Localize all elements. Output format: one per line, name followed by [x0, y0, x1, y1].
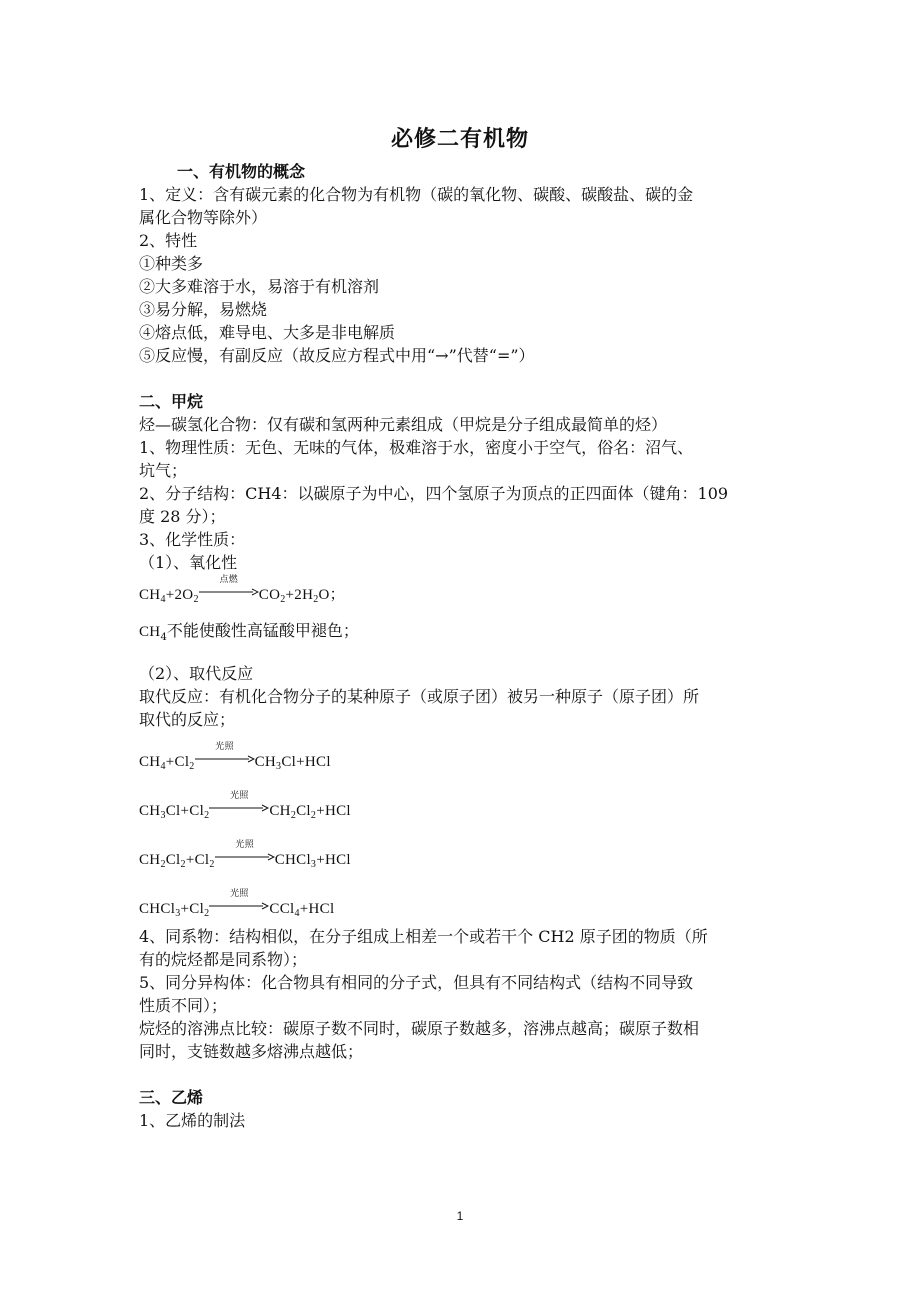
definition-line-2: 属化合物等除外） [139, 208, 268, 227]
document-body [139, 160, 784, 1132]
property-item: ①种类多 [139, 254, 204, 273]
ethylene-preparation: 1、乙烯的制法 [139, 1111, 246, 1130]
reaction-arrow [215, 840, 275, 872]
isomer-line-1: 5、同分异构体：化合物具有相同的分子式，但具有不同结构式（结构不同导致 [139, 973, 694, 992]
homolog-line-1: 4、同系物：结构相似，在分子组成上相差一个或若干个 CH2 原子团的物质（所 [139, 927, 708, 946]
section-heading-concept: 一、有机物的概念 [177, 162, 306, 181]
combustion-equation: $CH_4+2O_2$ 点燃 $CO_2+2H_2O$； [139, 584, 784, 607]
kmno4-note: $CH_4$不能使酸性高锰酸甲褪色； [139, 621, 359, 644]
property-item: ②大多难溶于水，易溶于有机溶剂 [139, 277, 380, 296]
boiling-point-line-2: 同时，支链数越多熔沸点越低； [139, 1042, 364, 1061]
boiling-point-line-1: 烷烃的溶沸点比较：碳原子数不同时，碳原子数越多，溶沸点越高；碳原子数相 [139, 1019, 700, 1038]
reaction-arrow [195, 742, 255, 774]
section-heading-methane: 二、甲烷 [139, 392, 204, 411]
chemical-properties-heading: 3、化学性质： [139, 530, 246, 549]
substitution-equation-2: $CH_3Cl+Cl_2$ 光照 $CH_2Cl_2+HCl$ [139, 800, 784, 823]
definition-line-1: 1、定义：含有碳元素的化合物为有机物（碳的氧化物、碳酸、碳酸盐、碳的金 [139, 185, 694, 204]
oxidation-heading: （1）、氧化性 [139, 553, 238, 572]
property-item: ③易分解，易燃烧 [139, 300, 268, 319]
reaction-condition: 光照 [215, 742, 234, 752]
reaction-arrow [209, 791, 269, 823]
substitution-definition-line-2: 取代的反应； [139, 710, 236, 729]
reaction-condition: 光照 [230, 889, 249, 899]
section-heading-ethylene: 三、乙烯 [139, 1088, 204, 1107]
substitution-equation-1: $CH_4+Cl_2$ 光照 $CH_3Cl+HCl$ [139, 751, 784, 774]
reaction-condition: 光照 [230, 791, 249, 801]
substitution-heading: （2）、取代反应 [139, 664, 254, 683]
substitution-definition-line-1: 取代反应：有机化合物分子的某种原子（或原子团）被另一种原子（原子团）所 [139, 687, 700, 706]
page-number: 1 [456, 1209, 464, 1223]
molecular-structure-line-1: 2、分子结构：CH4：以碳原子为中心，四个氢原子为顶点的正四面体（键角：109 [139, 484, 729, 503]
reaction-arrow [209, 889, 269, 921]
homolog-line-2: 有的烷烃都是同系物）； [139, 950, 308, 969]
substitution-equation-4: $CHCl_3+Cl_2$ 光照 CCl$_4$+HCl [139, 898, 784, 921]
reaction-arrow [199, 575, 259, 607]
property-item: ⑤反应慢，有副反应（故反应方程式中用“→”代替“=”） [139, 346, 535, 365]
property-item: ④熔点低，难导电、大多是非电解质 [139, 323, 396, 342]
properties-heading: 2、特性 [139, 231, 198, 250]
molecular-structure-line-2: 度 28 分）； [139, 507, 226, 526]
page-title: 必修二有机物 [390, 127, 529, 152]
substitution-equation-3: $CH_2Cl_2+Cl_2$ 光照 CHCl$_3$+HCl [139, 849, 784, 872]
physical-properties-line-2: 坑气； [139, 461, 188, 480]
reaction-condition: 光照 [235, 840, 254, 850]
physical-properties-line-1: 1、物理性质：无色、无味的气体，极难溶于水，密度小于空气，俗名：沼气、 [139, 438, 694, 457]
isomer-line-2: 性质不同）； [139, 996, 228, 1015]
reaction-condition: 点燃 [219, 575, 239, 585]
hydrocarbon-definition: 烃—碳氢化合物：仅有碳和氢两种元素组成（甲烷是分子组成最简单的烃） [139, 415, 668, 434]
